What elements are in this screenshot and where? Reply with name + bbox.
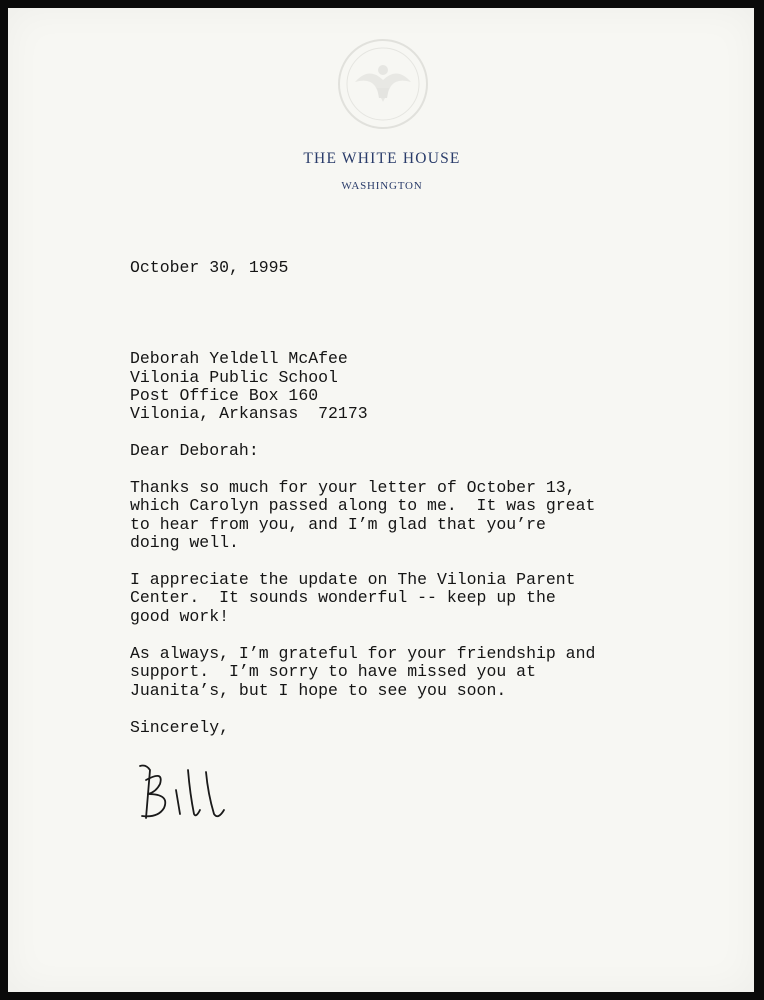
paragraph-3-line-1: As always, I’m grateful for your friendship and [130,644,596,663]
paragraph-1-line-3: to hear from you, and I’m glad that you’re [130,515,546,534]
handwritten-signature [130,760,260,830]
paragraph-1-line-1: Thanks so much for your letter of October 13, [130,478,576,497]
paragraph-2-line-3: good work! [130,607,230,626]
paragraph-2-line-1: I appreciate the update on The Vilonia Parent [130,570,576,589]
address-organization: Vilonia Public School [130,368,338,387]
address-box: Post Office Box 160 [130,386,319,405]
letterhead-title: THE WHITE HOUSE [303,150,461,167]
letter-date: October 30, 1995 [130,258,289,277]
paragraph-2-line-2: Center. It sounds wonderful -- keep up the [130,588,556,607]
paragraph-3-line-3: Juanita’s, but I hope to see you soon. [130,681,507,700]
salutation: Dear Deborah: [130,441,259,460]
presidential-seal-icon [335,36,431,132]
address-name: Deborah Yeldell McAfee [130,349,348,368]
closing: Sincerely, [130,718,230,737]
paragraph-1-line-2: which Carolyn passed along to me. It was great [130,496,596,515]
address-city: Vilonia, Arkansas 72173 [130,404,368,423]
paragraph-1-line-4: doing well. [130,533,239,552]
paragraph-3-line-2: support. I’m sorry to have missed you at [130,662,536,681]
letterhead-subtitle: WASHINGTON [341,180,423,192]
